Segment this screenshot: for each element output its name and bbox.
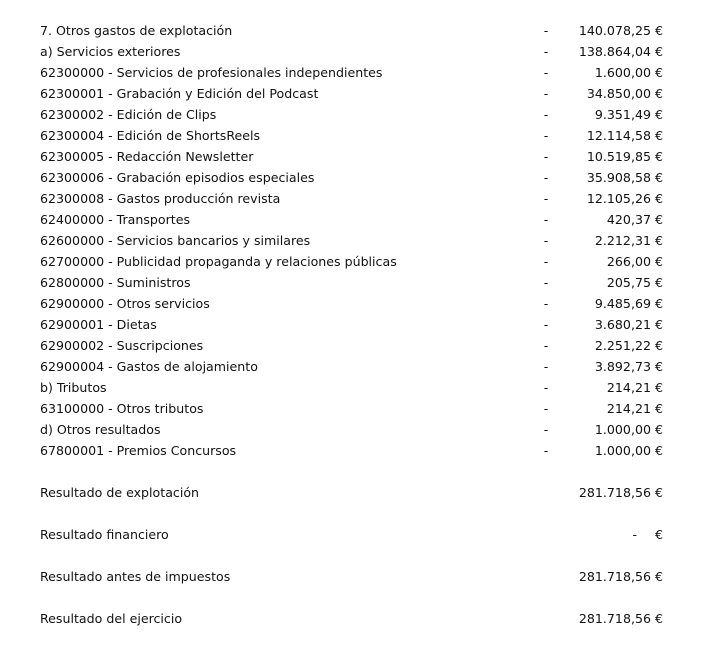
ledger-dash: - xyxy=(543,170,549,185)
ledger-row xyxy=(0,146,707,167)
ledger-row xyxy=(0,188,707,209)
ledger-row xyxy=(0,272,707,293)
ledger-dash: - xyxy=(543,149,549,164)
ledger-amount: 140.078,25 € xyxy=(578,23,663,38)
ledger-label: a) Servicios exteriores xyxy=(40,44,181,59)
ledger-label: 62300001 - Grabación y Edición del Podcast xyxy=(40,86,319,101)
ledger-amount: 1.000,00 € xyxy=(594,443,663,458)
ledger-label: b) Tributos xyxy=(40,380,107,395)
ledger-amount: 35.908,58 € xyxy=(586,170,663,185)
ledger-dash: - xyxy=(543,422,549,437)
ledger-label: 7. Otros gastos de explotación xyxy=(40,23,233,38)
ledger-row xyxy=(0,20,707,41)
ledger-label: 62300000 - Servicios de profesionales independientes xyxy=(40,65,383,80)
ledger-label: 62900002 - Suscripciones xyxy=(40,338,204,353)
result-financial-row xyxy=(0,524,707,545)
ledger-dash: - xyxy=(543,338,549,353)
ledger-row xyxy=(0,419,707,440)
ledger-dash: - xyxy=(543,233,549,248)
spacer xyxy=(0,503,707,524)
ledger-dash: - xyxy=(543,107,549,122)
ledger-amount: 205,75 € xyxy=(606,275,663,290)
ledger-dash: - xyxy=(543,44,549,59)
ledger-dash: - xyxy=(543,359,549,374)
result-label: Resultado financiero xyxy=(40,527,169,542)
ledger-amount: 214,21 € xyxy=(606,401,663,416)
ledger-amount: 1.000,00 € xyxy=(594,422,663,437)
ledger-dash: - xyxy=(543,191,549,206)
ledger-amount: 3.892,73 € xyxy=(594,359,663,374)
ledger-dash: - xyxy=(543,443,549,458)
ledger-label: 67800001 - Premios Concursos xyxy=(40,443,237,458)
ledger-row xyxy=(0,398,707,419)
ledger-dash: - xyxy=(543,296,549,311)
ledger-dash: - xyxy=(543,275,549,290)
expense-rows xyxy=(0,20,707,461)
ledger-row xyxy=(0,314,707,335)
ledger-dash: - xyxy=(543,23,549,38)
ledger-row xyxy=(0,293,707,314)
ledger-row xyxy=(0,41,707,62)
ledger-dash: - xyxy=(543,317,549,332)
ledger-label: 62300004 - Edición de ShortsReels xyxy=(40,128,261,143)
ledger-row xyxy=(0,62,707,83)
ledger-label: 62600000 - Servicios bancarios y similares xyxy=(40,233,311,248)
ledger-label: 62900000 - Otros servicios xyxy=(40,296,210,311)
ledger-label: 62300005 - Redacción Newsletter xyxy=(40,149,254,164)
ledger-label: 62300008 - Gastos producción revista xyxy=(40,191,281,206)
result-amount: 281.718,56 € xyxy=(578,485,663,500)
profit-loss-statement xyxy=(0,20,707,629)
ledger-row xyxy=(0,83,707,104)
result-operating-row xyxy=(0,482,707,503)
ledger-amount: 3.680,21 € xyxy=(594,317,663,332)
ledger-label: 63100000 - Otros tributos xyxy=(40,401,204,416)
ledger-row xyxy=(0,377,707,398)
ledger-amount: 1.600,00 € xyxy=(594,65,663,80)
result-amount: 281.718,56 € xyxy=(578,611,663,626)
ledger-dash: - xyxy=(543,86,549,101)
result-label: Resultado de explotación xyxy=(40,485,200,500)
ledger-row xyxy=(0,335,707,356)
ledger-dash: - xyxy=(543,380,549,395)
spacer xyxy=(0,545,707,566)
result-pretax-row xyxy=(0,566,707,587)
ledger-label: 62900004 - Gastos de alojamiento xyxy=(40,359,258,374)
ledger-label: 62300006 - Grabación episodios especiales xyxy=(40,170,315,185)
ledger-label: 62700000 - Publicidad propaganda y relaciones públicas xyxy=(40,254,397,269)
ledger-amount: 9.351,49 € xyxy=(594,107,663,122)
ledger-dash: - xyxy=(543,401,549,416)
result-label: Resultado del ejercicio xyxy=(40,611,183,626)
ledger-amount: 266,00 € xyxy=(606,254,663,269)
ledger-label: 62800000 - Suministros xyxy=(40,275,191,290)
ledger-amount: 2.212,31 € xyxy=(594,233,663,248)
result-amount: 281.718,56 € xyxy=(578,569,663,584)
ledger-label: 62900001 - Dietas xyxy=(40,317,157,332)
ledger-label: 62300002 - Edición de Clips xyxy=(40,107,217,122)
ledger-amount: 2.251,22 € xyxy=(594,338,663,353)
ledger-label: d) Otros resultados xyxy=(40,422,161,437)
ledger-amount: 12.114,58 € xyxy=(586,128,663,143)
ledger-row xyxy=(0,230,707,251)
ledger-amount: 34.850,00 € xyxy=(586,86,663,101)
ledger-amount: 420,37 € xyxy=(606,212,663,227)
ledger-row xyxy=(0,167,707,188)
ledger-label: 62400000 - Transportes xyxy=(40,212,191,227)
ledger-row xyxy=(0,104,707,125)
ledger-amount: 12.105,26 € xyxy=(586,191,663,206)
ledger-amount: 214,21 € xyxy=(606,380,663,395)
ledger-amount: 138.864,04 € xyxy=(578,44,663,59)
ledger-dash: - xyxy=(543,128,549,143)
ledger-dash: - xyxy=(543,65,549,80)
result-net-row xyxy=(0,608,707,629)
ledger-amount: 9.485,69 € xyxy=(594,296,663,311)
ledger-row xyxy=(0,125,707,146)
ledger-dash: - xyxy=(543,212,549,227)
spacer xyxy=(0,461,707,482)
ledger-dash: - xyxy=(543,254,549,269)
ledger-row xyxy=(0,209,707,230)
ledger-row xyxy=(0,251,707,272)
result-amount: - € xyxy=(632,527,663,542)
ledger-amount: 10.519,85 € xyxy=(586,149,663,164)
spacer xyxy=(0,587,707,608)
ledger-row xyxy=(0,440,707,461)
result-label: Resultado antes de impuestos xyxy=(40,569,231,584)
ledger-row xyxy=(0,356,707,377)
